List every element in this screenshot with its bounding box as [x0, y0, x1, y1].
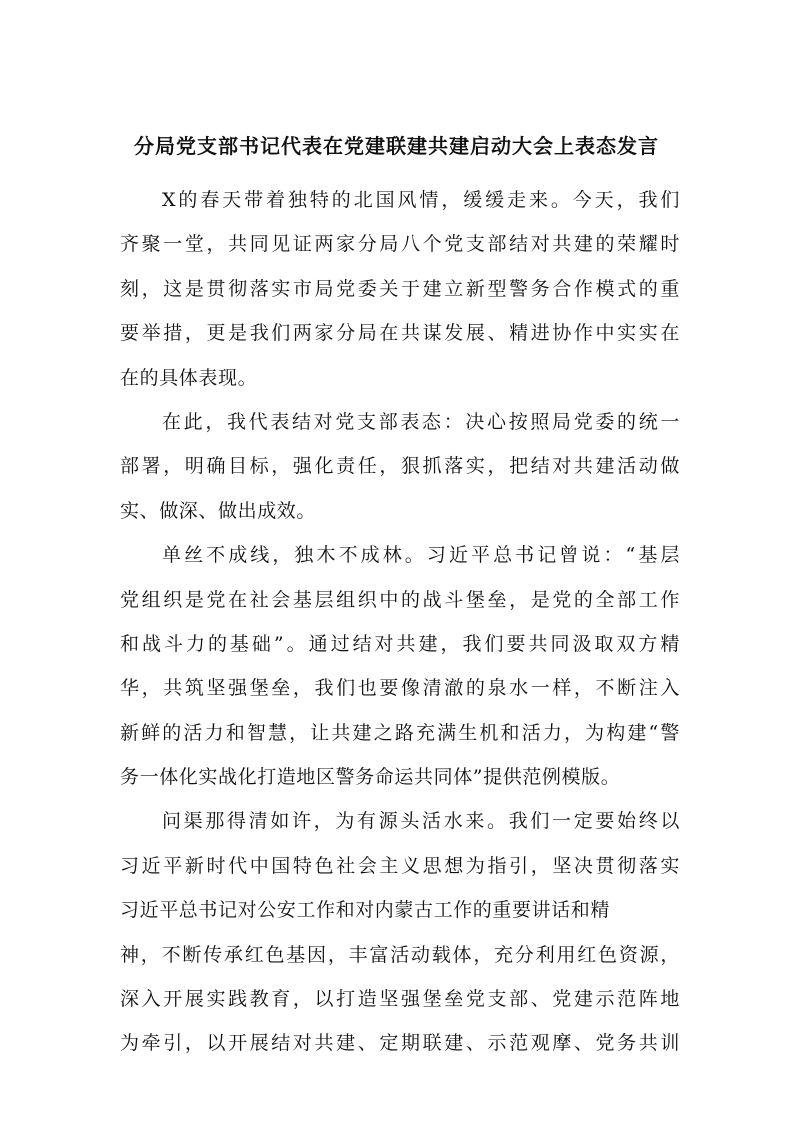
paragraph-3-line-5: 新鲜的活力和智慧，让共建之路充满生机和活力，为构建“警	[120, 721, 680, 744]
paragraph-4-line-2: 习近平新时代中国特色社会主义思想为指引，坚决贯彻落实	[120, 854, 680, 877]
document-body	[120, 178, 680, 1066]
paragraph-1-line-3: 刻，这是贯彻落实市局党委关于建立新型警务合作模式的重	[120, 277, 680, 300]
paragraph-2-line-3: 实、做深、做出成效。	[120, 499, 317, 522]
paragraph-1-line-5: 在的具体表现。	[120, 366, 258, 389]
paragraph-2-line-2: 部署，明确目标，强化责任，狠抓落实，把结对共建活动做	[120, 455, 680, 478]
paragraph-4-line-5: 深入开展实践教育，以打造坚强堡垒党支部、党建示范阵地	[120, 988, 680, 1011]
paragraph-4-line-6: 为牵引，以开展结对共建、定期联建、示范观摩、党务共训	[120, 1032, 680, 1055]
paragraph-3-line-1: 单丝不成线，独木不成林。习近平总书记曾说：“基层	[162, 544, 680, 567]
paragraph-2-line-1: 在此，我代表结对党支部表态：决心按照局党委的统一	[162, 410, 680, 433]
document-title: 分局党支部书记代表在党建联建共建启动大会上表态发言	[134, 134, 659, 158]
paragraph-4-line-4: 神，不断传承红色基因，丰富活动载体，充分利用红色资源，	[120, 943, 680, 966]
paragraph-1-line-2: 齐聚一堂，共同见证两家分局八个党支部结对共建的荣耀时	[120, 233, 680, 256]
paragraph-3-line-3: 和战斗力的基础”。通过结对共建，我们要共同汲取双方精	[120, 632, 680, 655]
paragraph-3-line-2: 党组织是党在社会基层组织中的战斗堡垒，是党的全部工作	[120, 588, 680, 611]
paragraph-3-line-4: 华，共筑坚强堡垒，我们也要像清澈的泉水一样，不断注入	[120, 677, 680, 700]
paragraph-4-line-3: 习近平总书记对公安工作和对内蒙古工作的重要讲话和精	[120, 899, 611, 922]
paragraph-3-line-6: 务一体化实战化打造地区警务命运共同体”提供范例模版。	[120, 766, 621, 789]
paragraph-1-line-4: 要举措，更是我们两家分局在共谋发展、精进协作中实实在	[120, 322, 680, 345]
paragraph-1-line-1: X的春天带着独特的北国风情，缓缓走来。今天，我们	[162, 189, 680, 211]
paragraph-4-line-1: 问渠那得清如许，为有源头活水来。我们一定要始终以	[162, 810, 680, 833]
